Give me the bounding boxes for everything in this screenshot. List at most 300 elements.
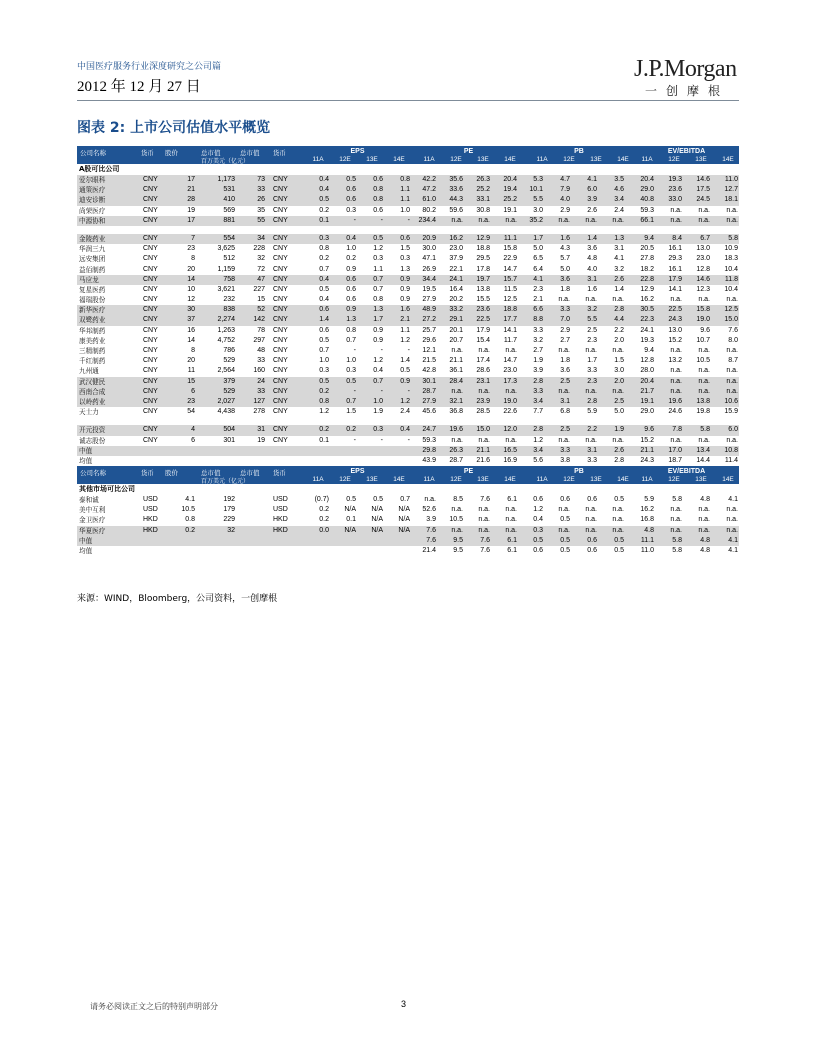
pe-value: 80.2 xyxy=(422,206,436,214)
eps-value: 0.7 xyxy=(346,397,356,405)
company-name: 千红制药 xyxy=(79,357,106,366)
pe-value: 45.6 xyxy=(422,408,436,416)
pb-value: 2.8 xyxy=(533,426,543,434)
evebitda-value: 5.8 xyxy=(672,496,682,503)
pb-value: 0.5 xyxy=(560,516,570,524)
eps-value: 0.9 xyxy=(346,306,356,314)
evebitda-value: 19.3 xyxy=(640,336,654,344)
evebitda-value: 24.3 xyxy=(640,456,654,464)
mktcap-local: 410 xyxy=(223,196,235,204)
price: 0.8 xyxy=(185,516,195,524)
evebitda-value: 15.2 xyxy=(640,436,654,444)
eps-value: 0.9 xyxy=(400,377,410,385)
year-eps: 12E xyxy=(339,476,351,483)
eps-value: 0.8 xyxy=(346,326,356,334)
pe-value: 24.1 xyxy=(449,275,463,283)
evebitda-value: n.a. xyxy=(726,506,738,514)
pb-value: 0.3 xyxy=(533,526,543,534)
eps-value: 0.2 xyxy=(319,506,329,514)
pe-value: 26.3 xyxy=(476,176,490,183)
eps-value: N/A xyxy=(344,506,356,514)
pe-value: n.a. xyxy=(505,347,517,354)
table-row xyxy=(77,436,739,446)
year-pe: 14E xyxy=(504,156,516,163)
price: 8 xyxy=(191,347,195,354)
pe-value: 43.9 xyxy=(422,456,436,464)
stat-label: 均值 xyxy=(79,546,93,555)
pe-value: 14.7 xyxy=(503,357,517,365)
group-eps: EPS xyxy=(350,468,365,475)
currency: CNY xyxy=(143,216,158,224)
pe-value: 30.8 xyxy=(476,206,490,214)
group-eps: EPS xyxy=(350,148,365,155)
pe-value: 20.7 xyxy=(449,336,463,344)
evebitda-value: 24.5 xyxy=(696,196,710,204)
pb-value: 3.3 xyxy=(587,456,597,464)
pb-value: 1.4 xyxy=(614,285,624,293)
eps-value: 1.3 xyxy=(373,306,383,314)
eps-value: 0.6 xyxy=(346,275,356,283)
col-price: 股价 xyxy=(165,469,178,477)
col-mktcap-local: 总市值 xyxy=(201,469,221,477)
pb-value: 4.1 xyxy=(533,275,543,283)
evebitda-value: 9.4 xyxy=(644,347,654,354)
evebitda-value: 10.7 xyxy=(696,336,710,344)
currency: CNY xyxy=(143,377,158,385)
eps-value: 1.1 xyxy=(400,186,410,194)
pb-value: 3.1 xyxy=(614,245,624,253)
pe-value: 16.2 xyxy=(449,234,463,242)
price: 14 xyxy=(187,336,195,344)
pb-value: 2.6 xyxy=(587,206,597,214)
currency2: CNY xyxy=(273,397,288,405)
eps-value: 0.8 xyxy=(319,245,329,253)
currency: CNY xyxy=(143,245,158,253)
pe-value: 30.0 xyxy=(422,245,436,253)
table-row xyxy=(77,546,739,556)
eps-value: 0.8 xyxy=(373,296,383,304)
evebitda-value: 22.8 xyxy=(640,275,654,283)
pe-value: 27.2 xyxy=(422,316,436,324)
pe-value: 12.0 xyxy=(503,426,517,434)
evebitda-value: n.a. xyxy=(670,216,682,224)
evebitda-value: n.a. xyxy=(698,377,710,385)
currency: CNY xyxy=(143,426,158,434)
evebitda-value: n.a. xyxy=(726,367,738,375)
evebitda-value: 12.5 xyxy=(724,306,738,314)
pb-value: 5.9 xyxy=(587,408,597,416)
eps-value: - xyxy=(407,216,410,224)
table-row xyxy=(77,495,739,505)
mktcap-local: 758 xyxy=(223,275,235,283)
currency: CNY xyxy=(143,206,158,214)
currency2: HKD xyxy=(273,516,288,524)
company-name: 新华医疗 xyxy=(79,306,106,315)
pb-value: 3.2 xyxy=(533,336,543,344)
year-pe: 11A xyxy=(423,476,435,483)
pe-value: 19.4 xyxy=(503,186,517,194)
price: 30 xyxy=(187,306,195,314)
price: 14 xyxy=(187,275,195,283)
evebitda-value: 28.0 xyxy=(640,367,654,375)
pe-value: 234.4 xyxy=(418,216,436,224)
currency: CNY xyxy=(143,436,158,444)
currency: CNY xyxy=(143,306,158,314)
eps-value: 1.1 xyxy=(373,265,383,273)
pe-value: 21.1 xyxy=(449,357,463,365)
price: 10 xyxy=(187,285,195,293)
evebitda-value: 40.8 xyxy=(640,196,654,204)
mktcap-usd: 142 xyxy=(253,316,265,324)
currency: HKD xyxy=(143,516,158,524)
pe-value: 42.8 xyxy=(422,367,436,375)
eps-value: 1.9 xyxy=(373,408,383,416)
pb-value: 2.4 xyxy=(614,206,624,214)
pe-value: 30.1 xyxy=(422,377,436,385)
table-row xyxy=(77,536,739,546)
eps-value: 1.4 xyxy=(319,316,329,324)
pe-value: 9.5 xyxy=(453,536,463,544)
evebitda-value: 20.4 xyxy=(640,377,654,385)
pe-value: n.a. xyxy=(505,526,517,534)
stat-label: 中值 xyxy=(79,536,93,545)
pb-value: n.a. xyxy=(558,506,570,514)
pe-value: 23.0 xyxy=(449,245,463,253)
currency2: CNY xyxy=(273,275,288,283)
evebitda-value: 21.1 xyxy=(640,446,654,454)
mktcap-usd: 35 xyxy=(257,206,265,214)
currency: CNY xyxy=(143,186,158,194)
year-eps: 13E xyxy=(366,476,378,483)
evebitda-value: n.a. xyxy=(670,367,682,375)
year-ev: 13E xyxy=(695,476,707,483)
mktcap-usd: 24 xyxy=(257,377,265,385)
currency: CNY xyxy=(143,347,158,354)
pb-value: 6.5 xyxy=(533,255,543,263)
company-name: 金卫医疗 xyxy=(79,516,106,525)
pb-value: 2.5 xyxy=(560,426,570,434)
evebitda-value: 12.3 xyxy=(696,285,710,293)
pe-value: 28.7 xyxy=(422,387,436,395)
table-row xyxy=(77,526,739,536)
evebitda-value: 4.8 xyxy=(700,496,710,503)
pe-value: 19.6 xyxy=(449,426,463,434)
spacer-row xyxy=(77,226,739,234)
pb-value: n.a. xyxy=(585,506,597,514)
eps-value: 0.4 xyxy=(319,176,329,183)
pb-value: 1.2 xyxy=(533,506,543,514)
pe-value: 59.6 xyxy=(449,206,463,214)
pb-value: n.a. xyxy=(558,296,570,304)
currency: CNY xyxy=(143,408,158,416)
pe-value: 15.0 xyxy=(476,426,490,434)
table-row xyxy=(77,265,739,275)
mktcap-usd: 33 xyxy=(257,186,265,194)
pb-value: 7.0 xyxy=(560,316,570,324)
pe-value: 7.6 xyxy=(480,496,490,503)
eps-value: 0.6 xyxy=(346,296,356,304)
mktcap-usd: 48 xyxy=(257,347,265,354)
eps-value: 0.7 xyxy=(400,496,410,503)
evebitda-value: 5.9 xyxy=(644,496,654,503)
pe-value: 21.5 xyxy=(422,357,436,365)
pe-value: 22.6 xyxy=(503,408,517,416)
mktcap-usd: 26 xyxy=(257,196,265,204)
pe-value: 15.8 xyxy=(503,245,517,253)
pe-value: 34.4 xyxy=(422,275,436,283)
evebitda-value: 5.8 xyxy=(728,234,738,242)
eps-value: - xyxy=(380,387,383,395)
pe-value: 24.7 xyxy=(422,426,436,434)
evebitda-value: 4.8 xyxy=(700,536,710,544)
eps-value: N/A xyxy=(371,506,383,514)
mktcap-local: 301 xyxy=(223,436,235,444)
mktcap-usd: 278 xyxy=(253,408,265,416)
evebitda-value: n.a. xyxy=(698,216,710,224)
pb-value: 2.0 xyxy=(614,377,624,385)
price: 23 xyxy=(187,397,195,405)
eps-value: 1.2 xyxy=(319,408,329,416)
eps-value: 0.2 xyxy=(346,255,356,263)
pb-value: 0.5 xyxy=(533,536,543,544)
mktcap-usd: 73 xyxy=(257,176,265,183)
pb-value: n.a. xyxy=(585,216,597,224)
evebitda-value: 10.5 xyxy=(696,357,710,365)
company-name: 双鹭药业 xyxy=(79,316,106,325)
eps-value: - xyxy=(380,216,383,224)
eps-value: 1.3 xyxy=(400,265,410,273)
pb-value: 1.4 xyxy=(587,234,597,242)
pe-value: 28.4 xyxy=(449,377,463,385)
currency2: CNY xyxy=(273,234,288,242)
table-row xyxy=(77,397,739,407)
pb-value: 3.3 xyxy=(560,446,570,454)
eps-value: 0.3 xyxy=(373,255,383,263)
mktcap-local: 529 xyxy=(223,387,235,395)
eps-value: 2.1 xyxy=(400,316,410,324)
pb-value: n.a. xyxy=(558,436,570,444)
company-name: 三精制药 xyxy=(79,347,106,355)
pe-value: 36.8 xyxy=(449,408,463,416)
currency: CNY xyxy=(143,316,158,324)
col-company: 公司名称 xyxy=(80,149,106,157)
eps-value: 0.0 xyxy=(319,526,329,534)
eps-value: - xyxy=(380,436,383,444)
eps-value: 0.1 xyxy=(319,216,329,224)
currency2: CNY xyxy=(273,306,288,314)
pb-value: 3.6 xyxy=(560,367,570,375)
pe-value: n.a. xyxy=(451,216,463,224)
pb-value: 1.9 xyxy=(614,426,624,434)
price: 17 xyxy=(187,176,195,183)
pb-value: 4.1 xyxy=(614,255,624,263)
eps-value: - xyxy=(407,347,410,354)
pe-value: 23.6 xyxy=(476,306,490,314)
mktcap-local: 569 xyxy=(223,206,235,214)
price: 4.1 xyxy=(185,496,195,503)
year-pe: 13E xyxy=(477,156,489,163)
pb-value: 2.6 xyxy=(614,446,624,454)
pe-value: 21.4 xyxy=(422,546,436,554)
pb-value: 3.2 xyxy=(587,306,597,314)
evebitda-value: 11.1 xyxy=(640,536,654,544)
group-ev: EV/EBITDA xyxy=(667,468,706,475)
pe-value: 20.9 xyxy=(422,234,436,242)
mktcap-usd: 127 xyxy=(253,397,265,405)
table-row xyxy=(77,356,739,366)
evebitda-value: 15.8 xyxy=(696,306,710,314)
pb-value: n.a. xyxy=(612,436,624,444)
eps-value: 0.7 xyxy=(319,265,329,273)
price: 20 xyxy=(187,265,195,273)
company-name: 武汉健民 xyxy=(79,377,106,386)
mktcap-local: 786 xyxy=(223,347,235,354)
group-pe: PE xyxy=(463,148,474,155)
evebitda-value: 14.4 xyxy=(696,456,710,464)
eps-value: 0.3 xyxy=(373,426,383,434)
currency: CNY xyxy=(143,275,158,283)
pe-value: 59.3 xyxy=(422,436,436,444)
pb-value: 3.4 xyxy=(533,446,543,454)
eps-value: 0.9 xyxy=(400,275,410,283)
pb-value: 3.0 xyxy=(614,367,624,375)
eps-value: 0.5 xyxy=(373,496,383,503)
pe-value: 7.6 xyxy=(426,526,436,534)
company-name: 福瑞股份 xyxy=(79,296,106,305)
pb-value: 0.5 xyxy=(614,546,624,554)
evebitda-value: 19.1 xyxy=(640,397,654,405)
eps-value: 0.5 xyxy=(319,285,329,293)
pb-value: 3.9 xyxy=(587,196,597,204)
mktcap-local: 2,564 xyxy=(217,367,235,375)
price: 8 xyxy=(191,255,195,263)
mktcap-local: 32 xyxy=(227,526,235,534)
eps-value: 0.5 xyxy=(400,367,410,375)
evebitda-value: 27.8 xyxy=(640,255,654,263)
eps-value: 0.9 xyxy=(400,296,410,304)
eps-value: 1.0 xyxy=(346,245,356,253)
currency2: CNY xyxy=(273,285,288,293)
company-name: 华邦制药 xyxy=(79,326,106,335)
pe-value: 28.6 xyxy=(476,367,490,375)
group-pb: PB xyxy=(574,468,584,475)
pe-value: 25.2 xyxy=(476,186,490,194)
evebitda-value: 5.8 xyxy=(672,536,682,544)
evebitda-value: n.a. xyxy=(726,526,738,534)
table-row xyxy=(77,175,739,185)
evebitda-value: 16.2 xyxy=(640,506,654,514)
evebitda-value: 4.1 xyxy=(728,496,738,503)
pb-value: 4.3 xyxy=(560,245,570,253)
year-eps: 12E xyxy=(339,156,351,163)
evebitda-value: 14.6 xyxy=(696,176,710,183)
pb-value: n.a. xyxy=(585,296,597,304)
evebitda-value: n.a. xyxy=(726,387,738,395)
evebitda-value: 19.0 xyxy=(696,316,710,324)
pb-value: 1.9 xyxy=(533,357,543,365)
pe-value: 11.7 xyxy=(503,336,517,344)
evebitda-value: 16.1 xyxy=(668,265,682,273)
currency2: CNY xyxy=(273,186,288,194)
company-name: 马应龙 xyxy=(79,275,99,284)
section-title: 其他市场可比公司 xyxy=(79,485,135,493)
eps-value: 0.9 xyxy=(373,326,383,334)
evebitda-value: 12.8 xyxy=(696,265,710,273)
pe-value: 19.5 xyxy=(422,285,436,293)
pe-value: 61.0 xyxy=(422,196,436,204)
stat-label: 均值 xyxy=(79,456,93,465)
table-header xyxy=(77,146,739,164)
currency: CNY xyxy=(143,265,158,273)
pb-value: 5.6 xyxy=(533,456,543,464)
pe-value: 7.6 xyxy=(480,536,490,544)
eps-value: 1.5 xyxy=(346,408,356,416)
pe-value: 47.1 xyxy=(422,255,436,263)
pb-value: 0.6 xyxy=(560,496,570,503)
evebitda-value: 66.1 xyxy=(640,216,654,224)
evebitda-value: n.a. xyxy=(698,506,710,514)
price: 0.2 xyxy=(185,526,195,534)
evebitda-value: 19.6 xyxy=(668,397,682,405)
currency: CNY xyxy=(143,367,158,375)
page-number: 3 xyxy=(401,999,407,1009)
table-row xyxy=(77,366,739,376)
year-eps: 14E xyxy=(393,476,405,483)
eps-value: N/A xyxy=(371,526,383,534)
price: 37 xyxy=(187,316,195,324)
pb-value: 0.4 xyxy=(533,516,543,524)
year-pb: 14E xyxy=(617,156,629,163)
evebitda-value: 10.4 xyxy=(724,265,738,273)
pb-value: 2.1 xyxy=(533,296,543,304)
eps-value: N/A xyxy=(344,526,356,534)
pe-value: 21.1 xyxy=(476,446,490,454)
year-pe: 13E xyxy=(477,476,489,483)
evebitda-value: n.a. xyxy=(698,296,710,304)
mktcap-usd: 32 xyxy=(257,255,265,263)
table-row xyxy=(77,407,739,417)
price: 17 xyxy=(187,216,195,224)
mktcap-local: 3,621 xyxy=(217,285,235,293)
eps-value: 1.5 xyxy=(400,245,410,253)
currency2: CNY xyxy=(273,216,288,224)
pe-value: n.a. xyxy=(478,216,490,224)
pb-value: 6.6 xyxy=(533,306,543,314)
eps-value: 0.7 xyxy=(373,285,383,293)
eps-value: 0.8 xyxy=(400,176,410,183)
pe-value: n.a. xyxy=(451,526,463,534)
mktcap-usd: 33 xyxy=(257,357,265,365)
pe-value: n.a. xyxy=(505,216,517,224)
evebitda-value: n.a. xyxy=(726,436,738,444)
currency2: CNY xyxy=(273,426,288,434)
year-pb: 11A xyxy=(536,156,548,163)
eps-value: - xyxy=(353,347,356,354)
pe-value: n.a. xyxy=(451,387,463,395)
mktcap-usd: 227 xyxy=(253,285,265,293)
pe-value: n.a. xyxy=(451,436,463,444)
pe-value: 17.9 xyxy=(476,326,490,334)
report-date: 2012 年 12 月 27 日 xyxy=(77,79,201,95)
mktcap-local: 529 xyxy=(223,357,235,365)
evebitda-value: n.a. xyxy=(698,516,710,524)
pe-value: 23.0 xyxy=(503,367,517,375)
eps-value: 0.1 xyxy=(346,516,356,524)
eps-value: 0.6 xyxy=(346,186,356,194)
evebitda-value: 22.3 xyxy=(640,316,654,324)
pb-value: 6.0 xyxy=(587,186,597,194)
evebitda-value: 11.8 xyxy=(724,275,738,283)
